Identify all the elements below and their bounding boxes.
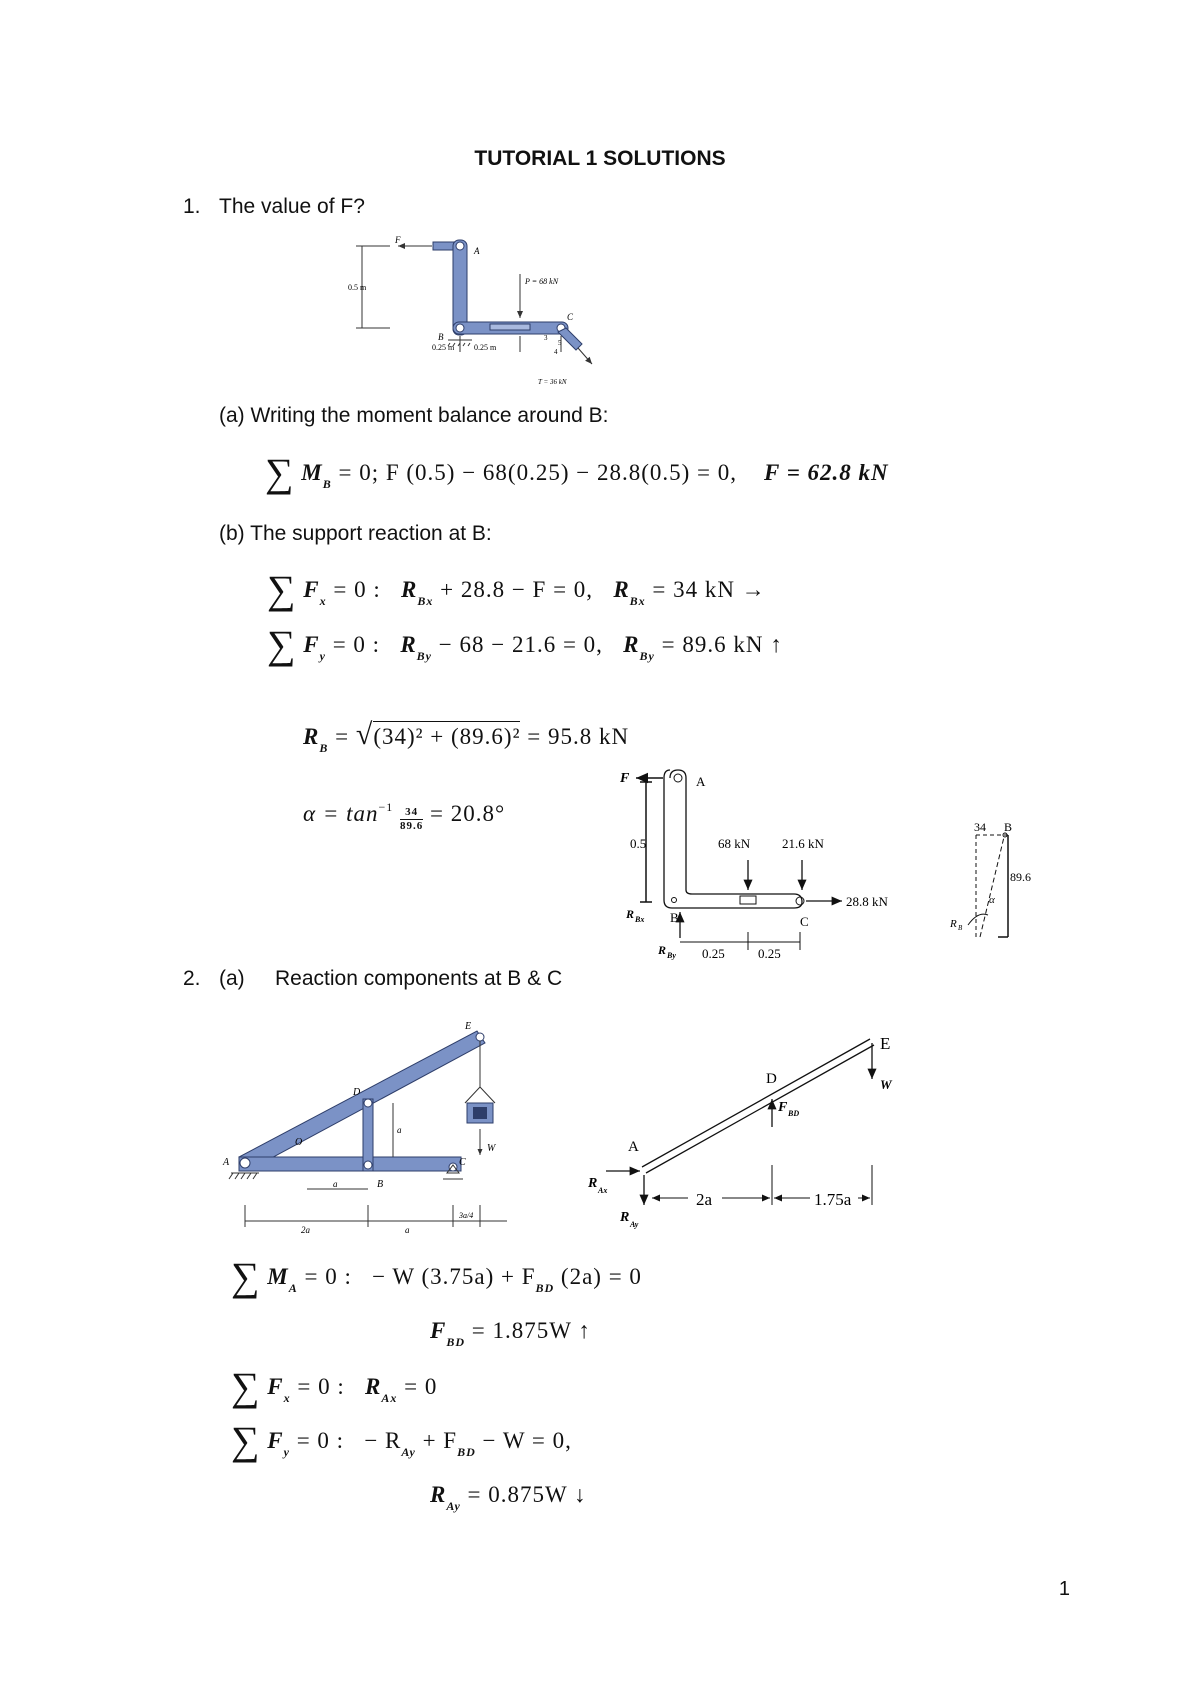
- fig1-c-label: C: [567, 312, 574, 322]
- tri-alpha-label: α: [989, 894, 995, 906]
- fbd1-rby-sub: By: [667, 951, 676, 960]
- fig1-dim2: 0.25 m: [474, 343, 497, 352]
- fig2-a2-dim: a: [333, 1179, 338, 1189]
- q2-eq-fy-lhs: F: [267, 1428, 284, 1453]
- fig2-34a-dim: 3a/4: [459, 1211, 474, 1220]
- fig1-p-label: P = 68 kN: [525, 277, 559, 286]
- q2-eq-ray-result: = 0.875W ↓: [467, 1482, 587, 1507]
- fig2-o-label: O: [295, 1137, 303, 1148]
- q2-eq-ma: [231, 1254, 642, 1299]
- q2-eq-fy-mid-sub: BD: [457, 1445, 476, 1459]
- q2-eq-fbd-lhs: F: [430, 1318, 447, 1343]
- q2-eq-fy-body-sub: Ay: [401, 1445, 416, 1459]
- fbd2-ray-sub: Ay: [630, 1220, 639, 1229]
- eq-moment-lhs: M: [301, 460, 323, 485]
- fbd1-f-label: F: [620, 771, 630, 786]
- q2-eq-fx-eq: = 0 :: [297, 1374, 345, 1399]
- fbd1-load1: 68 kN: [718, 836, 751, 851]
- eq-fy-r-sub: By: [416, 649, 432, 663]
- fbd1-c-label: C: [800, 914, 809, 929]
- page-title: TUTORIAL 1 SOLUTIONS: [474, 147, 726, 170]
- tri-top-label: 34: [974, 820, 986, 834]
- q2-eq-fbd: [430, 1318, 591, 1350]
- q2-eq-fx-result: = 0: [404, 1374, 438, 1399]
- fig1-f-label: F: [395, 235, 401, 245]
- sigma-symbol: ∑: [267, 622, 297, 667]
- q2-eq-fy-body: − R: [364, 1428, 402, 1453]
- q1-eq-fy: [267, 622, 783, 667]
- fig1-n4: 4: [554, 348, 558, 356]
- fbd1-load3: 28.8 kN: [846, 894, 888, 909]
- fbd2-fbd-sub: BD: [788, 1109, 800, 1118]
- q2-eq-ray-lhs: R: [430, 1482, 447, 1507]
- tri-side-label: 89.6: [1010, 870, 1031, 884]
- fig1-dim1: 0.25 m: [432, 343, 455, 352]
- q2-eq-ma-body-sub: BD: [535, 1281, 555, 1295]
- eq-rb-radicand: (34)² + (89.6)²: [373, 721, 520, 749]
- sigma-symbol: ∑: [231, 1254, 261, 1299]
- q2-eq-fx-lhs: F: [267, 1374, 284, 1399]
- sqrt-symbol: √: [355, 718, 374, 751]
- fig2-a-dim: a: [397, 1125, 402, 1135]
- q1-part-a: (a) Writing the moment balance around B:: [219, 404, 609, 427]
- eq-fy-r2-sub: By: [639, 649, 655, 663]
- eq-fx-mid: + 28.8 − F = 0,: [440, 577, 594, 602]
- q2-eq-fy-mid: + F: [422, 1428, 458, 1453]
- fbd1-h-label: 0.5: [630, 836, 647, 851]
- eq-fy-result: = 89.6 kN ↑: [661, 632, 783, 657]
- fbd2-d1: 2a: [696, 1190, 713, 1209]
- tri-rb-sub: B: [958, 924, 963, 932]
- eq-fy-lhs-sub: y: [319, 649, 326, 663]
- fbd2-ray: R: [620, 1210, 630, 1225]
- q1-eq-rb: $R_B = √(34)^2 + (89.6)^2 = 95.8$ kN: [303, 718, 630, 755]
- eq-fy-eq: = 0 :: [332, 632, 381, 657]
- q2-fbd-frame: [580, 1035, 910, 1245]
- q2-eq-ma-lhs: M: [267, 1264, 289, 1289]
- sigma-symbol: ∑: [231, 1418, 261, 1463]
- eq-alpha-lhs: α = tan: [303, 801, 379, 826]
- fig2-2a-dim: 2a: [301, 1225, 310, 1235]
- fbd1-d2: 0.25: [758, 946, 781, 961]
- q1-eq-moment: [265, 450, 889, 495]
- q2-eq-fx-lhs-sub: x: [283, 1391, 291, 1405]
- q1-number: 1.: [183, 195, 201, 218]
- fbd1-load2: 21.6 kN: [782, 836, 824, 851]
- q1-figure-lever: [348, 232, 650, 392]
- q2-part: (a): [219, 967, 245, 990]
- fbd2-a-label: A: [628, 1139, 639, 1155]
- q2-eq-ma-lhs-sub: A: [288, 1281, 298, 1295]
- fbd2-d-label: D: [766, 1071, 777, 1087]
- fbd2-e-label: E: [880, 1034, 891, 1053]
- eq-alpha-sup: −1: [378, 800, 394, 814]
- fbd1-a-label: A: [696, 774, 706, 789]
- q2-eq-ray-sub: Ay: [446, 1499, 461, 1513]
- eq-alpha-fraction: [400, 806, 423, 833]
- eq-fx-eq: = 0 :: [333, 577, 381, 602]
- q2-eq-fbd-sub: BD: [446, 1335, 466, 1349]
- fig1-dim-h: 0.5 m: [348, 283, 367, 292]
- q1-fbd-lever: [610, 760, 910, 965]
- fig1-b-label: B: [438, 332, 444, 342]
- q2-eq-fy-lhs-sub: y: [283, 1445, 290, 1459]
- eq-alpha-den: 89.6: [400, 820, 424, 832]
- fig2-e-label: E: [465, 1021, 472, 1032]
- fig2-b-label: B: [377, 1179, 384, 1190]
- fbd2-rax: R: [588, 1176, 598, 1191]
- q2-eq-fx-r: R: [364, 1374, 382, 1399]
- page-number: 1: [1058, 1578, 1070, 1600]
- eq-alpha-result: = 20.8°: [430, 801, 506, 826]
- q2-eq-ma-eq: = 0 :: [304, 1264, 352, 1289]
- fbd2-fbd: F: [778, 1100, 788, 1115]
- q1-eq-fx: [267, 567, 766, 612]
- sigma-symbol: ∑: [231, 1364, 261, 1409]
- q2-eq-fx: [231, 1364, 438, 1409]
- q2-number: 2.: [183, 967, 201, 990]
- fig2-w-label: W: [487, 1143, 496, 1154]
- fbd1-rbx: R: [626, 907, 635, 921]
- q1-force-triangle: [910, 815, 1031, 945]
- fbd1-rbx-sub: Bx: [635, 915, 645, 924]
- fig2-a-dim2: a: [405, 1225, 410, 1235]
- q2-eq-ma-body: − W (3.75a) + F: [372, 1264, 536, 1289]
- fig2-d-label: D: [353, 1087, 361, 1098]
- q2-eq-fy-tail: − W = 0,: [482, 1428, 572, 1453]
- eq-fx-r-sub: Bx: [417, 594, 434, 608]
- fig1-a-label: A: [474, 246, 480, 256]
- eq-fy-lhs: F: [303, 632, 320, 657]
- eq-alpha-num: 34: [400, 806, 423, 820]
- eq-fy-r2: R: [623, 632, 640, 657]
- fbd2-w-label: W: [880, 1077, 892, 1092]
- fbd1-b-label: B: [670, 910, 679, 925]
- fbd1-rby: R: [658, 943, 667, 957]
- fbd2-rax-sub: Ax: [598, 1186, 608, 1195]
- eq-fx-lhs-sub: x: [319, 594, 327, 608]
- eq-fx-lhs: F: [303, 577, 320, 602]
- eq-fx-r2: R: [613, 577, 630, 602]
- tri-b-label: B: [1004, 820, 1013, 834]
- sigma-symbol: ∑: [267, 567, 297, 612]
- eq-fx-result: = 34 kN →: [652, 577, 766, 602]
- q2-eq-ma-tail: (2a) = 0: [560, 1264, 642, 1289]
- eq-fx-r2-sub: Bx: [629, 594, 646, 608]
- fig2-c-label: C: [459, 1157, 466, 1168]
- fig1-n3: 3: [544, 334, 548, 342]
- q2-heading: Reaction components at B & C: [275, 967, 563, 990]
- q2-eq-fy: [231, 1418, 572, 1463]
- eq-rb-result: = 95.8 kN: [527, 724, 630, 749]
- q2-eq-fbd-result: = 1.875W ↑: [471, 1318, 591, 1343]
- fig2-a-label: A: [223, 1157, 230, 1168]
- eq-rb-lhs: R: [303, 724, 320, 749]
- q2-figure-frame: [215, 1015, 515, 1235]
- fbd2-d2: 1.75a: [814, 1190, 852, 1209]
- eq-moment-sub: B: [322, 477, 332, 491]
- fig1-n5: 5: [558, 339, 562, 347]
- tri-rb: R: [950, 918, 957, 930]
- fbd1-d1: 0.25: [702, 946, 725, 961]
- q1-question: The value of F?: [219, 195, 365, 218]
- eq-fy-mid: − 68 − 21.6 = 0,: [438, 632, 603, 657]
- q2-eq-fx-r-sub: Ax: [381, 1391, 398, 1405]
- eq-rb-sub: B: [319, 741, 329, 755]
- sigma-symbol: ∑: [265, 450, 295, 495]
- eq-moment-result: F = 62.8 kN: [764, 460, 889, 485]
- q2-eq-fy-eq: = 0 :: [296, 1428, 345, 1453]
- eq-moment-mid: = 0; F (0.5) − 68(0.25) − 28.8(0.5) = 0,: [338, 460, 738, 485]
- eq-fy-r: R: [400, 632, 417, 657]
- q1-part-b: (b) The support reaction at B:: [219, 522, 492, 545]
- fig1-t-label: T = 36 kN: [538, 378, 567, 386]
- eq-fx-r: R: [400, 577, 418, 602]
- q1-eq-alpha: [303, 800, 505, 833]
- q2-eq-ray: [430, 1482, 587, 1514]
